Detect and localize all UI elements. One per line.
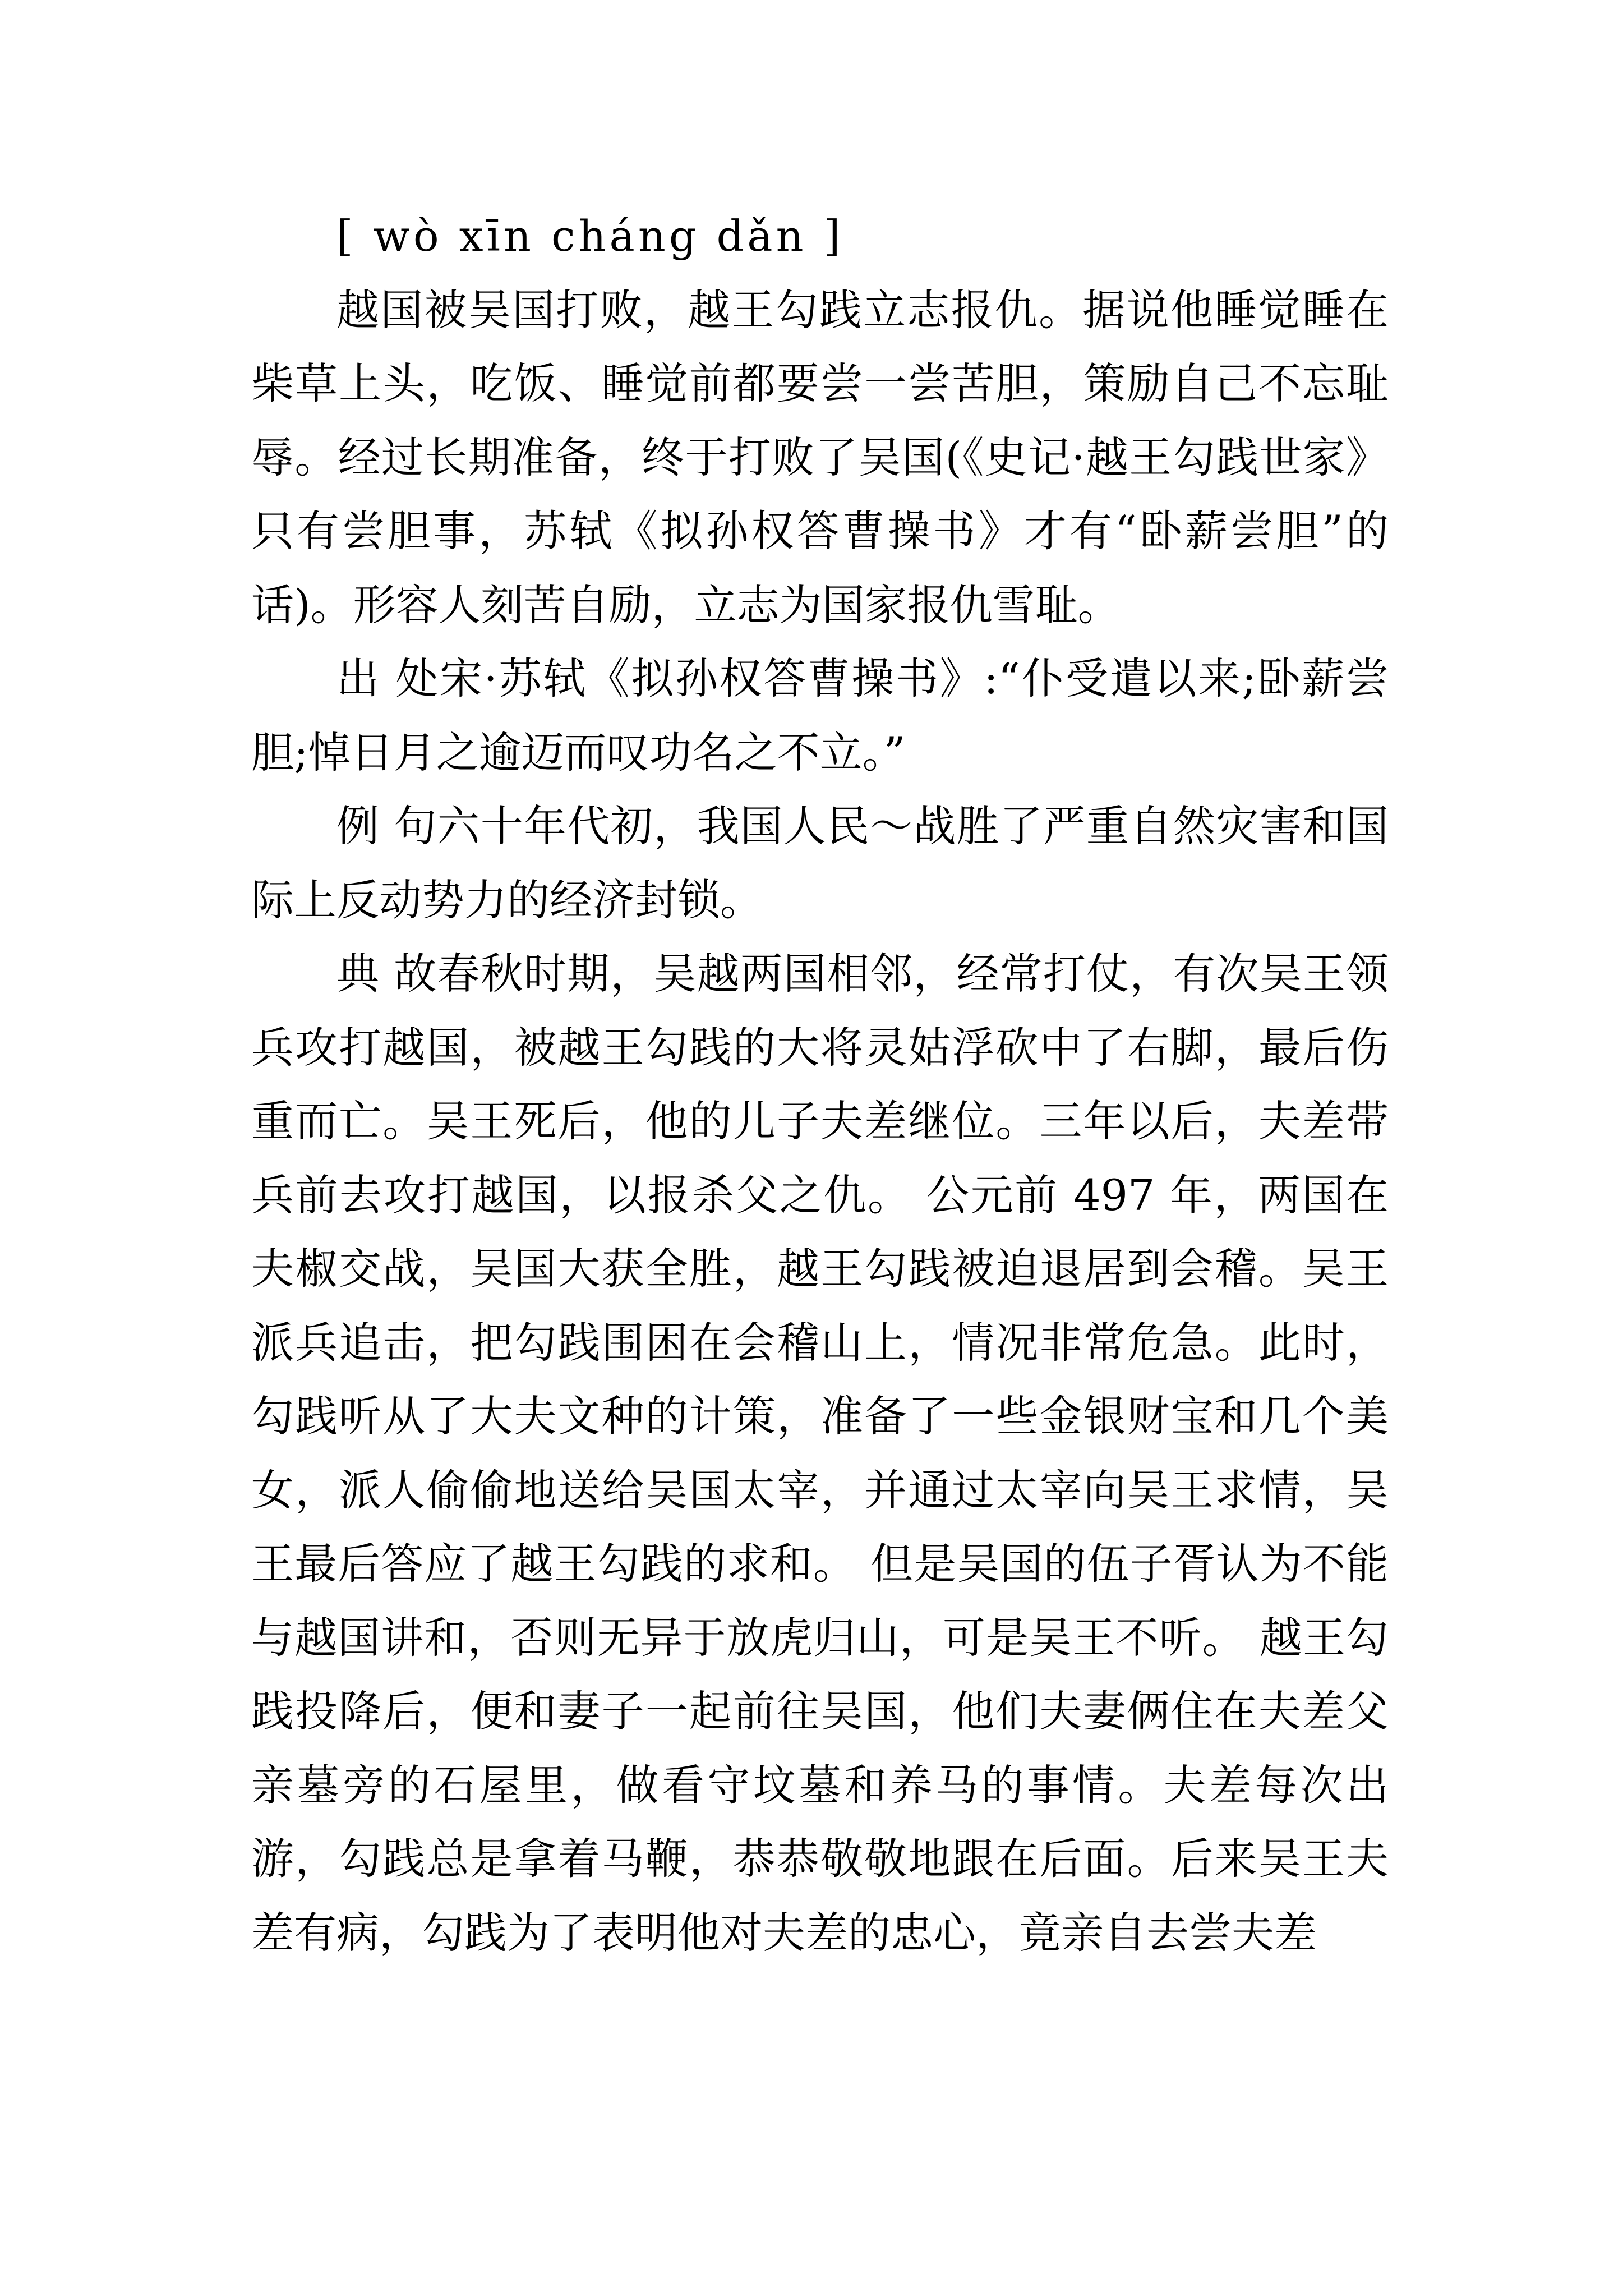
- pinyin-line: [ wò xīn cháng dǎn ]: [336, 211, 844, 261]
- paragraph-example: 例 句六十年代初，我国人民～战胜了严重自然灾害和国际上反动势力的经济封锁。: [251, 801, 1389, 925]
- paragraph-story: 典 故春秋时期，吴越两国相邻，经常打仗，有次吴王领兵攻打越国，被越王勾践的大将灵姑浮砍中了右脚，最后伤重而亡。吴王死后，他的儿子夫差继位。三年以后，夫差带兵前去攻打越国，以报杀父之仇。 公元前 497 年，两国在夫椒交战，吴国大获全胜，越王勾践被迫退居到会稽。吴王派兵追击，把勾践围困在会稽山上，情况非常危急。此时，勾践听从了大夫文种的计策，准备了一些金银财宝和几个美女，派人偷偷地送给吴国太宰，并通过太宰向吴王求情，吴王最后答应了越王勾践的求和。 但是吴国的伍子胥认为不能与越国讲和，否则无异于放虎归山，可是吴王不听。 越王勾践投降后，便和妻子一起前往吴国，他们夫妻俩住在夫差父亲墓旁的石屋里，做看守坟墓和养马的事情。夫差每次出游，勾践总是拿着马鞭，恭恭敬敬地跟在后面。后来吴王夫差有病，勾践为了表明他对夫差的忠心，竟亲自去尝夫差: [251, 949, 1389, 1958]
- paragraph-source: 出 处宋·苏轼《拟孙权答曹操书》:“仆受遣以来;卧薪尝胆;悼日月之逾迈而叹功名之不立。”: [251, 654, 1389, 777]
- paragraph-definition: 越国被吴国打败，越王勾践立志报仇。据说他睡觉睡在柴草上头，吃饭、睡觉前都要尝一尝苦胆，策励自己不忘耻辱。经过长期准备，终于打败了吴国(《史记·越王勾践世家》只有尝胆事，苏轼《拟孙权答曹操书》才有“卧薪尝胆”的话)。形容人刻苦自励，立志为国家报仇雪耻。: [251, 284, 1389, 630]
- document-body: [251, 199, 1389, 1970]
